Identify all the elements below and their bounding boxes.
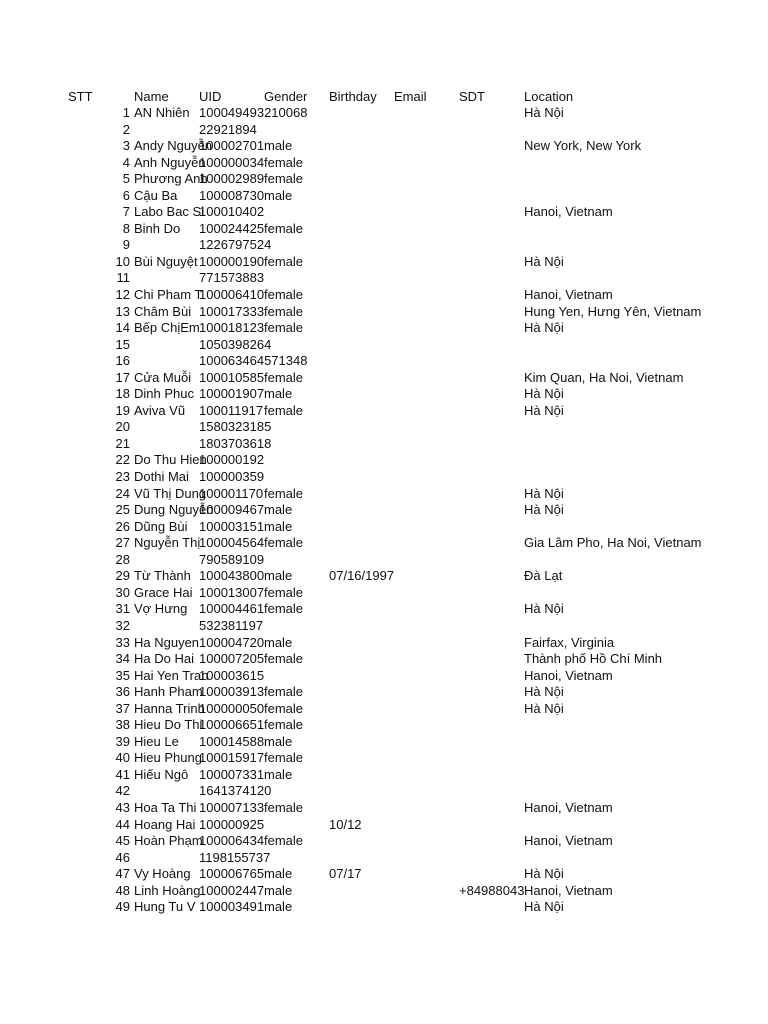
- uid-cell: 100001907: [199, 386, 265, 402]
- stt-cell: 10: [115, 253, 130, 269]
- stt-cell: 17: [115, 369, 130, 385]
- name-cell: Hiếu Ngô: [134, 766, 189, 782]
- table-row: [0, 304, 768, 321]
- stt-cell: 1: [122, 105, 130, 120]
- gender-cell: female: [264, 253, 304, 269]
- location-cell: Hanoi, Vietnam: [524, 882, 613, 898]
- uid-cell: 790589109: [199, 551, 265, 567]
- stt-cell: 7: [122, 204, 130, 220]
- gender-cell: female: [264, 684, 304, 700]
- location-cell: Gia Lâm Pho, Ha Noi, Vietnam: [524, 535, 702, 551]
- stt-cell: 43: [115, 799, 130, 815]
- table-row: [0, 734, 768, 751]
- gender-cell: female: [264, 287, 304, 303]
- gender-cell: male: [264, 386, 293, 402]
- name-cell: Hoang Hai: [134, 816, 196, 832]
- name-cell: Binh Do: [134, 220, 181, 236]
- stt-cell: 33: [115, 634, 130, 650]
- uid-cell: 100043800: [199, 568, 265, 584]
- location-cell: Hà Nội: [524, 402, 564, 418]
- table-row: [0, 767, 768, 784]
- uid-cell: 1050398264: [199, 336, 272, 352]
- stt-cell: 3: [122, 138, 130, 154]
- uid-cell: 100011917: [199, 402, 264, 418]
- table-row: [0, 452, 768, 469]
- stt-cell: 49: [115, 899, 130, 915]
- gender-cell: male: [264, 882, 293, 898]
- location-cell: Hanoi, Vietnam: [524, 833, 613, 849]
- name-cell: Dung Nguyễn: [134, 502, 214, 518]
- table-row: [0, 883, 768, 900]
- header-stt: STT: [68, 89, 93, 104]
- stt-cell: 46: [115, 849, 130, 865]
- stt-cell: 22: [115, 452, 130, 468]
- name-cell: Hieu Le: [134, 733, 179, 749]
- uid-cell: 1580323185: [199, 419, 272, 435]
- gender-cell: female: [264, 833, 304, 849]
- table-row: [0, 568, 768, 585]
- header-sdt: SDT: [459, 89, 485, 104]
- stt-cell: 47: [115, 866, 130, 882]
- table-row: [0, 237, 768, 254]
- stt-cell: 6: [122, 187, 130, 203]
- stt-cell: 45: [115, 833, 130, 849]
- name-cell: Grace Hai: [134, 584, 193, 600]
- stt-cell: 40: [115, 750, 130, 766]
- uid-cell: 100049493210068: [199, 105, 308, 120]
- gender-cell: female: [264, 799, 304, 815]
- stt-cell: 20: [115, 419, 130, 435]
- birthday-cell: 07/16/1997: [329, 568, 395, 584]
- uid-cell: 532381197: [199, 617, 264, 633]
- table-row: [0, 155, 768, 172]
- uid-cell: 100010585: [199, 369, 265, 385]
- location-cell: Hà Nội: [524, 684, 564, 700]
- uid-cell: 100004564: [199, 535, 265, 551]
- table-row: [0, 800, 768, 817]
- gender-cell: female: [264, 320, 304, 336]
- table-row: [0, 701, 768, 718]
- table-row: [0, 320, 768, 337]
- uid-cell: 1226797524: [199, 237, 272, 253]
- uid-cell: 1198155737: [199, 849, 271, 865]
- stt-cell: 24: [115, 485, 130, 501]
- name-cell: Hung Tu V: [134, 899, 196, 915]
- stt-cell: 14: [115, 320, 130, 336]
- location-cell: Đà Lạt: [524, 568, 563, 584]
- uid-cell: 100013007: [199, 584, 265, 600]
- stt-cell: 18: [115, 386, 130, 402]
- gender-cell: female: [264, 535, 304, 551]
- uid-cell: 100006434: [199, 833, 265, 849]
- name-cell: Bếp ChịEm: [134, 320, 200, 336]
- gender-cell: female: [264, 700, 304, 716]
- uid-cell: 100002989: [199, 171, 265, 187]
- stt-cell: 5: [122, 171, 130, 187]
- name-cell: Dinh Phuc: [134, 386, 194, 402]
- gender-cell: female: [264, 601, 304, 617]
- table-row: [0, 618, 768, 635]
- uid-cell: 100004720: [199, 634, 265, 650]
- location-cell: Hà Nội: [524, 502, 564, 518]
- table-row: [0, 833, 768, 850]
- table-row: [0, 105, 768, 122]
- stt-cell: 30: [115, 584, 130, 600]
- table-row: [0, 188, 768, 205]
- uid-cell: 100018123: [199, 320, 265, 336]
- name-cell: Hieu Do Thi: [134, 717, 203, 733]
- table-row: [0, 122, 768, 139]
- uid-cell: 100010402: [199, 204, 265, 220]
- gender-cell: female: [264, 485, 304, 501]
- uid-cell: 100009467: [199, 502, 265, 518]
- table-row: [0, 717, 768, 734]
- stt-cell: 11: [116, 270, 130, 286]
- gender-cell: female: [264, 584, 304, 600]
- location-cell: Hà Nội: [524, 320, 564, 336]
- uid-cell: 100006765: [199, 866, 265, 882]
- stt-cell: 4: [122, 154, 130, 170]
- stt-cell: 13: [115, 303, 130, 319]
- location-cell: Hà Nội: [524, 601, 564, 617]
- uid-cell: 100002447: [199, 882, 265, 898]
- name-cell: Ha Do Hai: [134, 651, 194, 667]
- gender-cell: female: [264, 717, 304, 733]
- uid-cell: 100007205: [199, 651, 265, 667]
- name-cell: Do Thu Hien: [134, 452, 207, 468]
- gender-cell: male: [264, 518, 293, 534]
- name-cell: Hai Yen Tran: [134, 667, 209, 683]
- gender-cell: male: [264, 502, 293, 518]
- uid-cell: 1803703618: [199, 435, 272, 451]
- stt-cell: 42: [115, 783, 130, 799]
- stt-cell: 36: [115, 684, 130, 700]
- uid-cell: 100000359: [199, 469, 265, 485]
- uid-cell: 100007331: [199, 766, 265, 782]
- table-row: [0, 585, 768, 602]
- table-row: [0, 486, 768, 503]
- table-row: [0, 419, 768, 436]
- table-row: [0, 519, 768, 536]
- table-row: [0, 370, 768, 387]
- stt-cell: 9: [122, 237, 130, 253]
- stt-cell: 32: [115, 617, 130, 633]
- name-cell: Labo Bac Si: [134, 204, 205, 220]
- name-cell: Vợ Hưng: [134, 601, 188, 617]
- uid-cell: 100003491: [199, 899, 265, 915]
- table-row: [0, 171, 768, 188]
- table-body: [0, 105, 768, 916]
- name-cell: Nguyễn Thị: [134, 535, 201, 551]
- name-cell: Từ Thành: [134, 568, 191, 584]
- stt-cell: 8: [122, 220, 130, 236]
- table-row: [0, 353, 768, 370]
- uid-cell: 100003913: [199, 684, 265, 700]
- name-cell: Dothi Mai: [134, 469, 189, 485]
- header-row: [0, 88, 768, 105]
- name-cell: Hoa Ta Thi: [134, 799, 197, 815]
- name-cell: Châm Bùi: [134, 303, 192, 319]
- stt-cell: 16: [115, 353, 130, 369]
- location-cell: Thành phố Hồ Chí Minh: [524, 651, 663, 667]
- header-gender: Gender: [264, 89, 308, 104]
- table-row: [0, 386, 768, 403]
- name-cell: Hieu Phung: [134, 750, 202, 766]
- birthday-cell: 07/17: [329, 866, 362, 882]
- table-row: [0, 750, 768, 767]
- gender-cell: female: [264, 154, 304, 170]
- table-row: [0, 899, 768, 916]
- location-cell: Hanoi, Vietnam: [524, 667, 613, 683]
- stt-cell: 15: [115, 336, 130, 352]
- data-table: [0, 88, 768, 916]
- name-cell: Hanh Pham: [134, 684, 203, 700]
- name-cell: Linh Hoàng: [134, 882, 201, 898]
- gender-cell: male: [264, 866, 293, 882]
- uid-cell: 100008730: [199, 187, 265, 203]
- gender-cell: female: [264, 303, 304, 319]
- name-cell: Aviva Vũ: [134, 402, 186, 418]
- stt-cell: 31: [115, 601, 130, 617]
- table-row: [0, 337, 768, 354]
- gender-cell: female: [264, 220, 304, 236]
- gender-cell: female: [264, 369, 304, 385]
- location-cell: Hung Yen, Hưng Yên, Vietnam: [524, 303, 702, 319]
- uid-cell: 100063464571348: [199, 353, 308, 369]
- stt-cell: 28: [115, 551, 130, 567]
- gender-cell: male: [264, 899, 293, 915]
- uid-cell: 100015917: [199, 750, 265, 766]
- stt-cell: 39: [115, 733, 130, 749]
- gender-cell: male: [264, 138, 293, 154]
- location-cell: Kim Quan, Ha Noi, Vietnam: [524, 369, 684, 385]
- gender-cell: male: [264, 568, 293, 584]
- uid-cell: 100000192: [199, 452, 265, 468]
- gender-cell: female: [264, 750, 304, 766]
- stt-cell: 23: [115, 469, 130, 485]
- location-cell: Fairfax, Virginia: [524, 634, 615, 650]
- name-cell: Cậu Ba: [134, 187, 178, 203]
- name-cell: Cửa Muỗi: [134, 369, 192, 385]
- uid-cell: 100000190: [199, 253, 265, 269]
- name-cell: Vũ Thị Dung: [134, 485, 207, 501]
- table-row: [0, 204, 768, 221]
- stt-cell: 21: [115, 435, 130, 451]
- name-cell: Ha Nguyen: [134, 634, 200, 650]
- stt-cell: 41: [115, 766, 130, 782]
- uid-cell: 100003151: [199, 518, 265, 534]
- name-cell: Hoàn Phạm: [134, 833, 203, 849]
- name-cell: Dũng Bùi: [134, 518, 188, 534]
- table-row: [0, 436, 768, 453]
- birthday-cell: 10/12: [329, 816, 362, 832]
- stt-cell: 26: [115, 518, 130, 534]
- location-cell: Hanoi, Vietnam: [524, 799, 613, 815]
- stt-cell: 48: [115, 882, 130, 898]
- stt-cell: 12: [115, 287, 130, 303]
- uid-cell: 771573883: [199, 270, 265, 286]
- uid-cell: 100000050: [199, 700, 265, 716]
- gender-cell: male: [264, 634, 293, 650]
- uid-cell: 100024425: [199, 220, 265, 236]
- location-cell: Hà Nội: [524, 866, 564, 882]
- uid-cell: 100007133: [199, 799, 265, 815]
- location-cell: Hà Nội: [524, 253, 564, 269]
- gender-cell: male: [264, 766, 293, 782]
- location-cell: Hanoi, Vietnam: [524, 287, 613, 303]
- name-cell: Phương Anh: [134, 171, 208, 187]
- header-birthday: Birthday: [329, 89, 377, 104]
- header-location: Location: [524, 89, 574, 104]
- uid-cell: 100014588: [199, 733, 265, 749]
- name-cell: Chi Pham T: [134, 287, 203, 303]
- gender-cell: male: [264, 187, 293, 203]
- location-cell: New York, New York: [524, 138, 642, 154]
- location-cell: Hà Nội: [524, 105, 564, 120]
- uid-cell: 100006651: [199, 717, 265, 733]
- header-uid: UID: [199, 89, 222, 104]
- uid-cell: 22921894: [199, 121, 257, 137]
- gender-cell: female: [264, 402, 304, 418]
- name-cell: Andy Nguyễn: [134, 138, 213, 154]
- uid-cell: 100000925: [199, 816, 265, 832]
- location-cell: Hà Nội: [524, 485, 564, 501]
- location-cell: Hanoi, Vietnam: [524, 204, 613, 220]
- table-row: [0, 270, 768, 287]
- uid-cell: 100000034: [199, 154, 265, 170]
- table-row: [0, 535, 768, 552]
- name-cell: Bùi Nguyệt: [134, 253, 198, 269]
- sdt-cell: +84988043: [459, 882, 525, 898]
- location-cell: Hà Nội: [524, 700, 564, 716]
- stt-cell: 2: [122, 121, 130, 137]
- table-row: [0, 651, 768, 668]
- name-cell: Vy Hoàng: [134, 866, 191, 882]
- table-row: [0, 850, 768, 867]
- uid-cell: 100003615: [199, 667, 265, 683]
- table-row: [0, 221, 768, 238]
- location-cell: Hà Nội: [524, 386, 564, 402]
- uid-cell: 100002701: [199, 138, 265, 154]
- table-row: [0, 469, 768, 486]
- stt-cell: 29: [115, 568, 130, 584]
- header-name: Name: [134, 89, 169, 104]
- table-row: [0, 502, 768, 519]
- name-cell: Hanna Trinh: [134, 700, 205, 716]
- table-row: [0, 783, 768, 800]
- table-row: [0, 635, 768, 652]
- name-cell: AN Nhiên: [134, 105, 190, 120]
- stt-cell: 25: [115, 502, 130, 518]
- uid-cell: 100006410: [199, 287, 265, 303]
- location-cell: Hà Nội: [524, 899, 564, 915]
- table-row: [0, 138, 768, 155]
- table-row: [0, 403, 768, 420]
- stt-cell: 38: [115, 717, 130, 733]
- uid-cell: 1641374120: [199, 783, 272, 799]
- gender-cell: female: [264, 171, 304, 187]
- table-row: [0, 684, 768, 701]
- table-row: [0, 552, 768, 569]
- table-row: [0, 287, 768, 304]
- table-row: [0, 254, 768, 271]
- uid-cell: 100017333: [199, 303, 265, 319]
- table-row: [0, 668, 768, 685]
- stt-cell: 37: [115, 700, 130, 716]
- uid-cell: 100004461: [199, 601, 265, 617]
- name-cell: Anh Nguyễn: [134, 154, 206, 170]
- table-row: [0, 866, 768, 883]
- uid-cell: 100001170: [199, 485, 264, 501]
- header-email: Email: [394, 89, 427, 104]
- gender-cell: male: [264, 733, 293, 749]
- stt-cell: 27: [115, 535, 130, 551]
- stt-cell: 35: [115, 667, 130, 683]
- gender-cell: female: [264, 651, 304, 667]
- stt-cell: 44: [115, 816, 130, 832]
- table-row: [0, 817, 768, 834]
- table-row: [0, 601, 768, 618]
- stt-cell: 19: [115, 402, 130, 418]
- stt-cell: 34: [115, 651, 130, 667]
